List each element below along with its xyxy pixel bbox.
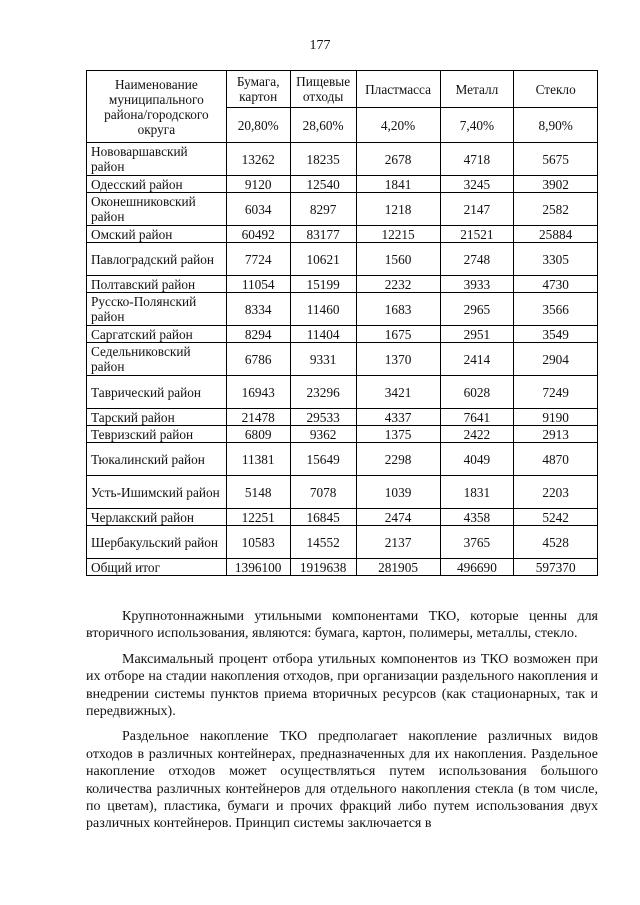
row-paper: 21478 — [226, 409, 290, 426]
row-food: 8297 — [290, 193, 356, 226]
row-plastic: 2298 — [356, 443, 440, 476]
row-metal: 2147 — [440, 193, 514, 226]
table-row — [87, 343, 598, 376]
header-metal: Металл — [440, 71, 514, 108]
row-food: 7078 — [290, 476, 356, 509]
total-food: 1919638 — [290, 559, 356, 576]
row-paper: 10583 — [226, 526, 290, 559]
row-plastic: 4337 — [356, 409, 440, 426]
table-row — [87, 526, 598, 559]
row-paper: 7724 — [226, 243, 290, 276]
row-paper: 6809 — [226, 426, 290, 443]
row-plastic: 2232 — [356, 276, 440, 293]
table-header-row — [87, 71, 598, 108]
row-food: 9362 — [290, 426, 356, 443]
paragraph: Максимальный процент отбора утильных компонентов из ТКО возможен при их отборе на стадии накопления отходов, при организации раздельного накопления и внедрении системы пунктов приема вторичных ресурсов (как стационарных, так и передвижных). — [86, 651, 598, 720]
table-row — [87, 376, 598, 409]
row-food: 15199 — [290, 276, 356, 293]
header-name: Наименование муниципального района/городского округа — [87, 71, 227, 143]
header-glass: Стекло — [514, 71, 598, 108]
row-plastic: 1218 — [356, 193, 440, 226]
row-metal: 2951 — [440, 326, 514, 343]
total-glass: 597370 — [514, 559, 598, 576]
row-metal: 2965 — [440, 293, 514, 326]
row-plastic: 2678 — [356, 143, 440, 176]
row-name: Саргатский район — [87, 326, 227, 343]
row-glass: 4528 — [514, 526, 598, 559]
row-name: Седельниковский район — [87, 343, 227, 376]
row-paper: 60492 — [226, 226, 290, 243]
row-name: Шербакульский район — [87, 526, 227, 559]
row-food: 18235 — [290, 143, 356, 176]
row-food: 9331 — [290, 343, 356, 376]
row-name: Одесский район — [87, 176, 227, 193]
row-name: Тевризский район — [87, 426, 227, 443]
row-metal: 3933 — [440, 276, 514, 293]
row-plastic: 12215 — [356, 226, 440, 243]
row-glass: 2582 — [514, 193, 598, 226]
paragraph: Крупнотоннажными утильными компонентами ТКО, которые ценны для вторичного использования, являются: бумага, картон, полимеры, металлы, стекло. — [86, 609, 598, 642]
row-name: Усть-Ишимский район — [87, 476, 227, 509]
row-paper: 11381 — [226, 443, 290, 476]
paragraph: Раздельное накопление ТКО предполагает накопление различных видов отходов в различных контейнерах, предназначенных для их накопления. Раздельное накопление отходов может осуществляться путем использования большого количества различных контейнеров для отдельного накопления стекла (в том числе, по цветам), пластика, бумаги и прочих фракций либо путем использования двух различных контейнеров. Принцип системы заключается в — [86, 729, 598, 832]
table-row — [87, 409, 598, 426]
row-plastic: 2137 — [356, 526, 440, 559]
row-name: Омский район — [87, 226, 227, 243]
row-glass: 4730 — [514, 276, 598, 293]
table-row — [87, 276, 598, 293]
row-food: 12540 — [290, 176, 356, 193]
row-name: Нововаршавский район — [87, 143, 227, 176]
row-metal: 1831 — [440, 476, 514, 509]
row-paper: 8294 — [226, 326, 290, 343]
row-plastic: 1375 — [356, 426, 440, 443]
row-food: 14552 — [290, 526, 356, 559]
percent-metal: 7,40% — [440, 108, 514, 143]
body-text — [86, 608, 598, 841]
row-paper: 8334 — [226, 293, 290, 326]
total-paper: 1396100 — [226, 559, 290, 576]
percent-plastic: 4,20% — [356, 108, 440, 143]
row-glass: 4870 — [514, 443, 598, 476]
total-name: Общий итог — [87, 559, 227, 576]
row-glass: 5242 — [514, 509, 598, 526]
row-paper: 13262 — [226, 143, 290, 176]
row-glass: 3549 — [514, 326, 598, 343]
row-metal: 4358 — [440, 509, 514, 526]
total-metal: 496690 — [440, 559, 514, 576]
table-row — [87, 509, 598, 526]
header-food: Пищевые отходы — [290, 71, 356, 108]
waste-composition-table — [86, 70, 598, 576]
row-paper: 16943 — [226, 376, 290, 409]
percent-glass: 8,90% — [514, 108, 598, 143]
row-glass: 2904 — [514, 343, 598, 376]
row-paper: 6034 — [226, 193, 290, 226]
row-metal: 6028 — [440, 376, 514, 409]
row-name: Черлакский район — [87, 509, 227, 526]
row-glass: 25884 — [514, 226, 598, 243]
table-row — [87, 476, 598, 509]
row-metal: 3765 — [440, 526, 514, 559]
table-row — [87, 293, 598, 326]
row-paper: 5148 — [226, 476, 290, 509]
table-total-row — [87, 559, 598, 576]
row-glass: 5675 — [514, 143, 598, 176]
header-paper: Бумага, картон — [226, 71, 290, 108]
row-paper: 11054 — [226, 276, 290, 293]
row-name: Таврический район — [87, 376, 227, 409]
row-glass: 2203 — [514, 476, 598, 509]
row-metal: 4718 — [440, 143, 514, 176]
row-paper: 9120 — [226, 176, 290, 193]
row-glass: 3305 — [514, 243, 598, 276]
row-glass: 7249 — [514, 376, 598, 409]
row-metal: 7641 — [440, 409, 514, 426]
table-row — [87, 143, 598, 176]
row-food: 11460 — [290, 293, 356, 326]
row-name: Полтавский район — [87, 276, 227, 293]
row-plastic: 1683 — [356, 293, 440, 326]
row-name: Оконешниковский район — [87, 193, 227, 226]
row-plastic: 1370 — [356, 343, 440, 376]
row-plastic: 2474 — [356, 509, 440, 526]
row-paper: 6786 — [226, 343, 290, 376]
row-food: 11404 — [290, 326, 356, 343]
row-plastic: 1841 — [356, 176, 440, 193]
row-glass: 3902 — [514, 176, 598, 193]
table-row — [87, 176, 598, 193]
row-metal: 2422 — [440, 426, 514, 443]
row-food: 10621 — [290, 243, 356, 276]
row-plastic: 1675 — [356, 326, 440, 343]
total-plastic: 281905 — [356, 559, 440, 576]
row-metal: 3245 — [440, 176, 514, 193]
row-food: 23296 — [290, 376, 356, 409]
table-row — [87, 426, 598, 443]
row-food: 83177 — [290, 226, 356, 243]
row-paper: 12251 — [226, 509, 290, 526]
row-name: Павлоградский район — [87, 243, 227, 276]
row-metal: 2748 — [440, 243, 514, 276]
header-plastic: Пластмасса — [356, 71, 440, 108]
table-row — [87, 193, 598, 226]
row-plastic: 1560 — [356, 243, 440, 276]
row-food: 15649 — [290, 443, 356, 476]
row-glass: 9190 — [514, 409, 598, 426]
row-metal: 2414 — [440, 343, 514, 376]
percent-paper: 20,80% — [226, 108, 290, 143]
row-glass: 2913 — [514, 426, 598, 443]
table-row — [87, 326, 598, 343]
row-metal: 21521 — [440, 226, 514, 243]
row-metal: 4049 — [440, 443, 514, 476]
row-name: Тюкалинский район — [87, 443, 227, 476]
table-row — [87, 226, 598, 243]
page-number: 177 — [309, 38, 331, 53]
row-glass: 3566 — [514, 293, 598, 326]
row-name: Русско-Полянский район — [87, 293, 227, 326]
row-plastic: 3421 — [356, 376, 440, 409]
row-food: 29533 — [290, 409, 356, 426]
row-food: 16845 — [290, 509, 356, 526]
row-plastic: 1039 — [356, 476, 440, 509]
table-row — [87, 443, 598, 476]
percent-food: 28,60% — [290, 108, 356, 143]
table-row — [87, 243, 598, 276]
row-name: Тарский район — [87, 409, 227, 426]
